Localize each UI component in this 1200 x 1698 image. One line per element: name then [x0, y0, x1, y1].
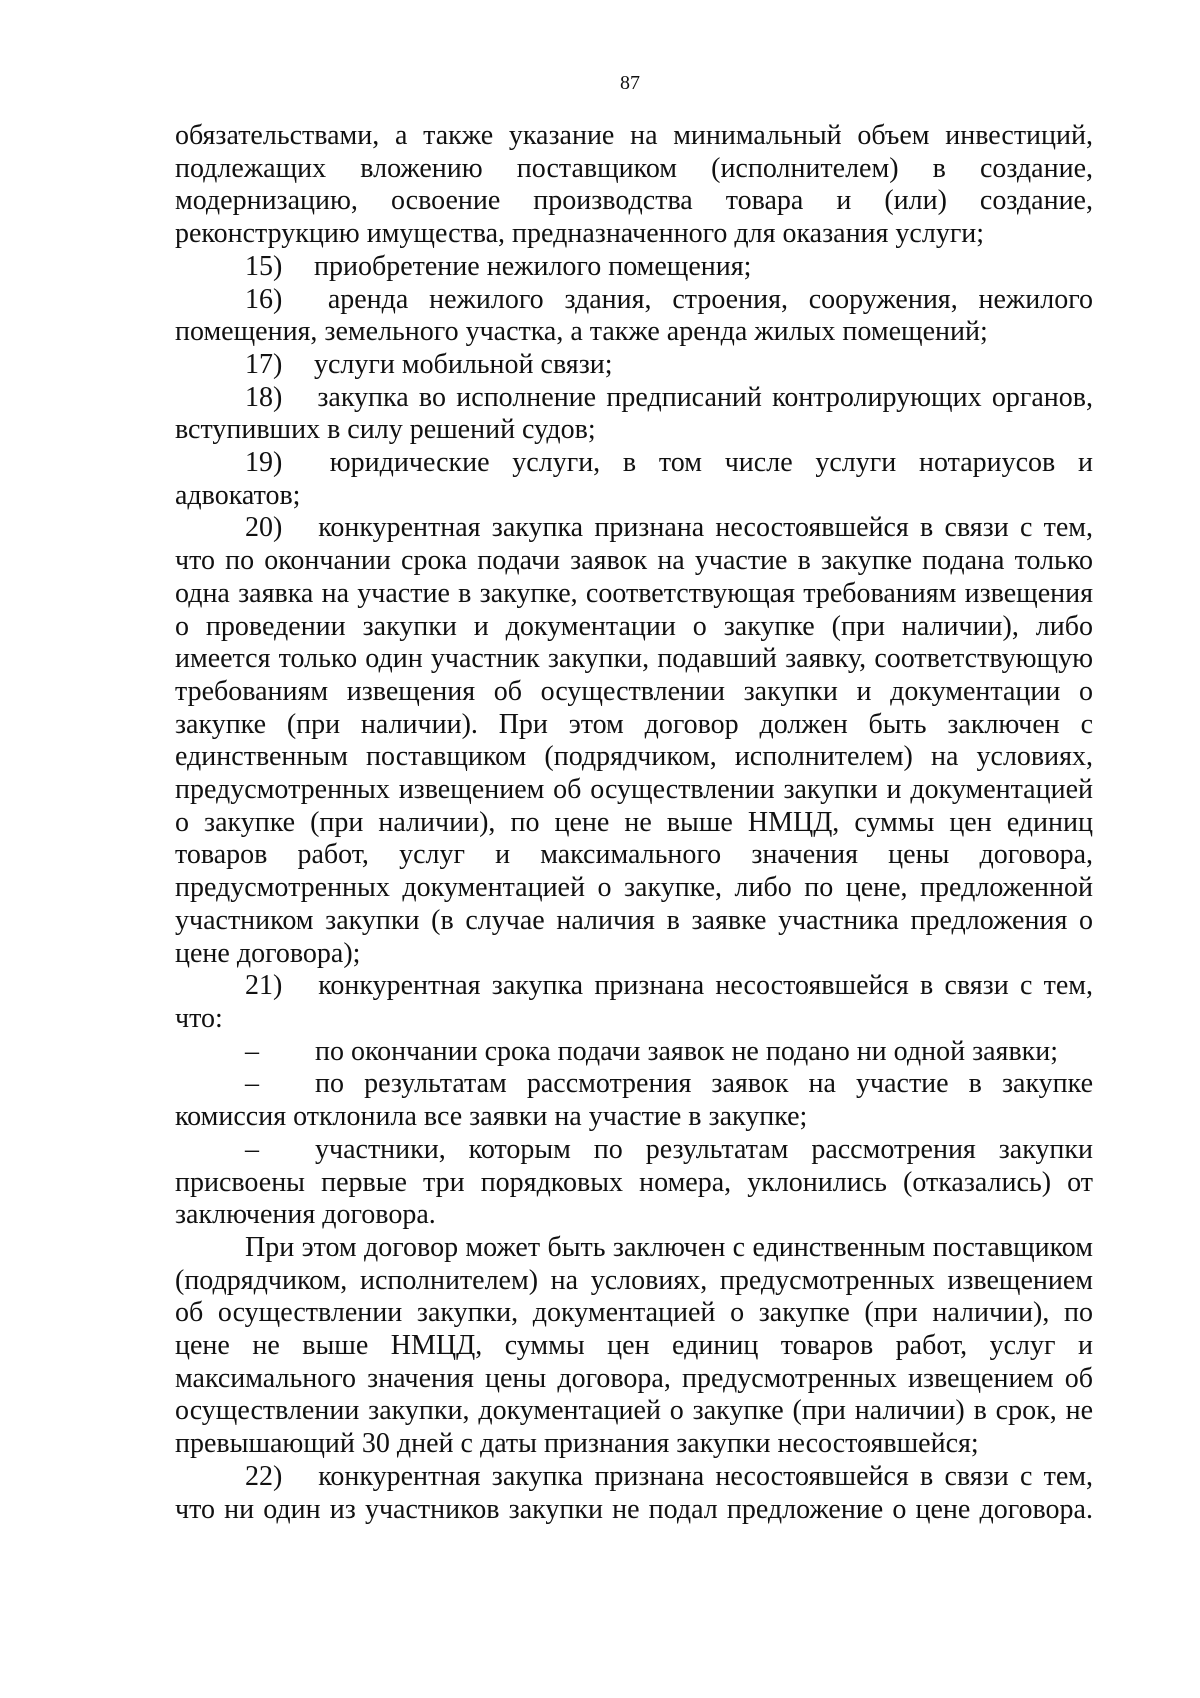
list-item-16 [175, 284, 1093, 349]
list-item-text: закупка во исполнение предписаний контролирующих органов, вступивших в силу решений судов; [175, 381, 1094, 446]
dash-item-text: участники, которым по результатам рассмотрения закупки присвоены первые три порядковых номера, уклонились (отказались) от заключения договора. [175, 1133, 1093, 1231]
list-item-number: 20) [245, 512, 283, 544]
dash-item-1 [175, 1036, 1093, 1069]
list-item-15 [175, 251, 1093, 284]
dash-item-2 [175, 1068, 1093, 1133]
list-item-text: конкурентная закупка признана несостоявшейся в связи с тем, что ни один из участников закупки не подал предложение о цене договора. [175, 1460, 1094, 1525]
dash-marker: – [245, 1035, 259, 1067]
list-item-18 [175, 382, 1093, 447]
list-item-17 [175, 349, 1093, 382]
page-number: 87 [620, 72, 640, 94]
list-item-number: 22) [245, 1460, 283, 1492]
list-item-19 [175, 447, 1093, 512]
dash-marker: – [245, 1068, 259, 1100]
list-item-number: 17) [245, 348, 283, 380]
closing-paragraph: При этом договор может быть заключен с единственным поставщиком (подрядчиком, исполнителем) на условиях, предусмотренных извещением об осуществлении закупки, документацией о закупке (при наличии), по цене не выше НМЦД, суммы цен единиц товаров работ, услуг и максимального значения цены договора, предусмотренных извещением об осуществлении закупки, документацией о закупке (при наличии) в срок, не превышающий 30 дней с даты признания закупки несостоявшейся; [175, 1231, 1093, 1460]
list-item-text: приобретение нежилого помещения; [314, 250, 752, 282]
dash-item-text: по окончании срока подачи заявок не подано ни одной заявки; [315, 1035, 1059, 1067]
list-item-text: конкурентная закупка признана несостоявшейся в связи с тем, что: [175, 970, 1094, 1034]
list-item-number: 21) [245, 970, 283, 1002]
list-item-22 [175, 1461, 1093, 1526]
list-item-text: юридические услуги, в том числе услуги нотариусов и адвокатов; [175, 447, 1093, 511]
list-item-number: 18) [245, 381, 283, 413]
dash-marker: – [245, 1133, 259, 1165]
list-item-text: услуги мобильной связи; [314, 348, 613, 380]
lead-paragraph: обязательствами, а также указание на минимальный объем инвестиций, подлежащих вложению поставщиком (исполнителем) в создание, модернизацию, освоение производства товара и (или) создание, реконструкцию имущества, предназначенного для оказания услуги; [175, 120, 1093, 250]
list-item-text: аренда нежилого здания, строения, сооружения, нежилого помещения, земельного участка, а также аренда жилых помещений; [175, 283, 1093, 348]
list-item-number: 19) [245, 447, 283, 479]
list-item-number: 15) [245, 250, 283, 282]
list-item-21 [175, 970, 1093, 1035]
list-item-text: конкурентная закупка признана несостоявшейся в связи с тем, что по окончании срока подачи заявок на участие в закупке подана только одна заявка на участие в закупке, соответствующая требованиям извещения о проведении закупки и документации о закупке (при наличии), либо имеется только один участник закупки, подавший заявку, соответствующую требованиям извещения об осуществлении закупки и документации о закупке (при наличии). При этом договор должен быть заключен с единственным поставщиком (подрядчиком, исполнителем) на условиях, предусмотренных извещением об осуществлении закупки и документацией о закупке (при наличии), по цене не выше НМЦД, суммы цен единиц товаров работ, услуг и максимального значения цены договора, предусмотренных документацией о закупке, либо по цене, предложенной участником закупки (в случае наличия в заявке участника предложения о цене договора); [175, 512, 1094, 969]
dash-item-text: по результатам рассмотрения заявок на участие в закупке комиссия отклонила все заявки на участие в закупке; [175, 1068, 1093, 1133]
list-item-number: 16) [245, 283, 283, 315]
list-item-20 [175, 512, 1093, 970]
dash-item-3 [175, 1134, 1093, 1232]
document-body [175, 120, 1093, 1526]
